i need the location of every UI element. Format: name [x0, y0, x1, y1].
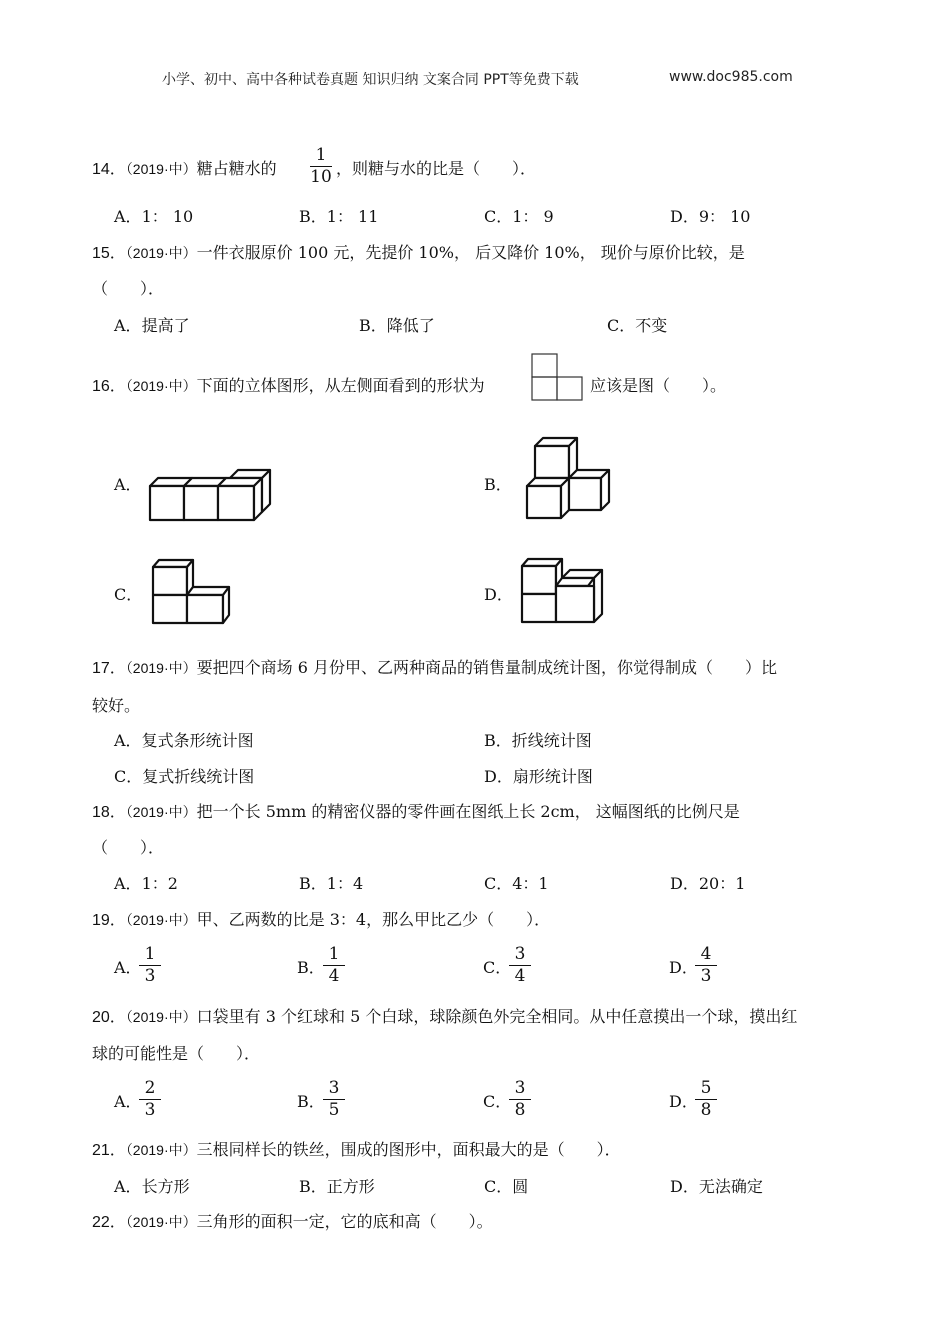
- question-number: 14．: [92, 161, 126, 178]
- option-d-fraction[interactable]: 4 3: [695, 945, 717, 986]
- option-b[interactable]: B．1：4: [299, 874, 364, 893]
- question-17: 17．（2019·中）要把四个商场 6 月份甲、乙两种商品的销售量制成统计图，你觉得制成（ ）比: [92, 658, 777, 677]
- option-b-fraction[interactable]: 3 5: [323, 1079, 345, 1120]
- question-14: [92, 159, 277, 180]
- option-c[interactable]: C．复式折线统计图: [114, 767, 255, 786]
- cube-figure-a[interactable]: [148, 467, 273, 523]
- option-b[interactable]: B．正方形: [299, 1177, 375, 1196]
- cube-figure-b[interactable]: [525, 436, 615, 522]
- option-c[interactable]: C．1： 9: [484, 207, 554, 226]
- option-a[interactable]: A．: [114, 475, 142, 494]
- option-d[interactable]: D．扇形统计图: [484, 767, 593, 786]
- option-a[interactable]: A．1： 10: [114, 207, 194, 226]
- option-d[interactable]: D．9： 10: [670, 207, 751, 226]
- question-text-line2: （ ）．: [92, 838, 165, 857]
- option-a[interactable]: A．1：2: [114, 874, 178, 893]
- option-b-label[interactable]: B．: [297, 958, 325, 977]
- fraction: 1 10: [310, 145, 332, 187]
- option-d-label[interactable]: D．: [669, 1092, 698, 1111]
- left-view-shape-icon: [531, 353, 583, 401]
- option-a[interactable]: A．提高了: [114, 316, 190, 335]
- option-b[interactable]: B．降低了: [359, 316, 435, 335]
- option-a[interactable]: A．复式条形统计图: [114, 731, 254, 750]
- question-text: 应该是图（ ）。: [590, 376, 727, 395]
- header-text: 小学、初中、高中各种试卷真题 知识归纳 文案合同 PPT等免费下载: [162, 72, 579, 88]
- question-text-line2: 球的可能性是（ ）．: [92, 1044, 261, 1063]
- option-c-label[interactable]: C．: [483, 958, 512, 977]
- question-19: 19．（2019·中）甲、乙两数的比是 3：4，那么甲比乙少（ ）．: [92, 910, 551, 929]
- question-text-line2: （ ）．: [92, 279, 165, 298]
- option-b[interactable]: B．折线统计图: [484, 731, 592, 750]
- option-c[interactable]: C．圆: [484, 1177, 529, 1196]
- option-a-label[interactable]: A．: [114, 958, 142, 977]
- question-text-line2: 较好。: [92, 696, 141, 715]
- question-15: 15．（2019·中）一件衣服原价 100 元，先提价 10%， 后又降价 10%， 现价与原价比较，是: [92, 243, 745, 262]
- question-20: 20．（2019·中）口袋里有 3 个红球和 5 个白球，球除颜色外完全相同。从中任意摸出一个球，摸出红: [92, 1007, 798, 1026]
- question-source: （2019·中）: [125, 161, 197, 177]
- cube-figure-c[interactable]: [151, 557, 233, 627]
- option-d[interactable]: D．20：1: [670, 874, 746, 893]
- question-text: 糖占糖水的: [196, 159, 277, 178]
- option-d[interactable]: D．: [484, 585, 513, 604]
- cube-figure-d[interactable]: [520, 556, 606, 626]
- option-b-label[interactable]: B．: [297, 1092, 325, 1111]
- question-22: 22．（2019·中）三角形的面积一定，它的底和高（ ）。: [92, 1212, 493, 1231]
- option-a-label[interactable]: A．: [114, 1092, 142, 1111]
- question-21: 21．（2019·中）三根同样长的铁丝，围成的图形中，面积最大的是（ ）．: [92, 1140, 621, 1159]
- option-a[interactable]: A．长方形: [114, 1177, 190, 1196]
- option-d[interactable]: D．无法确定: [670, 1177, 763, 1196]
- option-c-label[interactable]: C．: [483, 1092, 512, 1111]
- option-c-fraction[interactable]: 3 8: [509, 1079, 531, 1120]
- option-d-label[interactable]: D．: [669, 958, 698, 977]
- option-a-fraction[interactable]: 1 3: [139, 945, 161, 986]
- question-16: 16．（2019·中）下面的立体图形，从左侧面看到的形状为: [92, 376, 485, 395]
- option-a-fraction[interactable]: 2 3: [139, 1079, 161, 1120]
- option-b-fraction[interactable]: 1 4: [323, 945, 345, 986]
- option-d-fraction[interactable]: 5 8: [695, 1079, 717, 1120]
- question-18: 18．（2019·中）把一个长 5mm 的精密仪器的零件画在图纸上长 2cm， 这幅图纸的比例尺是: [92, 802, 740, 821]
- option-c[interactable]: C．不变: [607, 316, 668, 335]
- header-url[interactable]: www.doc985.com: [669, 69, 793, 85]
- question-text: ，则糖与水的比是（ ）．: [336, 159, 537, 178]
- option-c[interactable]: C．4：1: [484, 874, 549, 893]
- option-b[interactable]: B．: [484, 475, 512, 494]
- option-b[interactable]: B．1： 11: [299, 207, 379, 226]
- option-c-fraction[interactable]: 3 4: [509, 945, 531, 986]
- option-c[interactable]: C．: [114, 585, 143, 604]
